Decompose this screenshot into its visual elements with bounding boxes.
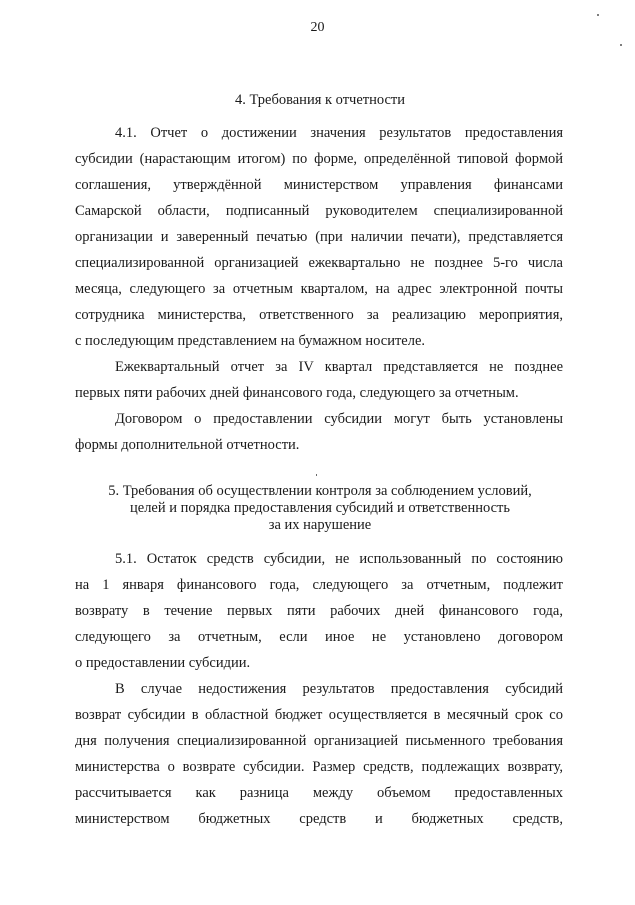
text-line: 5.1. Остаток средств субсидии, не использованный по состоянию <box>115 551 563 567</box>
paragraph-5-1 <box>75 546 563 676</box>
text-line: с последующим представлением на бумажном носителе. <box>75 333 426 349</box>
text-line: формы дополнительной отчетности. <box>75 437 300 453</box>
text-line: дня получения специализированной организацией письменного требования <box>75 733 563 749</box>
text-line: месяца, следующего за отчетным кварталом, на адрес электронной почты <box>75 281 563 297</box>
text-line: В случае недостижения результатов предоставления субсидий <box>115 681 563 697</box>
section-5-heading <box>60 483 580 534</box>
paragraph-4-1 <box>75 120 563 354</box>
text-line: возврату в течение первых пяти рабочих дней финансового года, <box>75 603 563 619</box>
heading-line: за их нарушение <box>268 517 372 533</box>
text-line: соглашения, утверждённой министерством управления финансами <box>75 177 563 193</box>
text-line: специализированной организацией ежеквартально не позднее 5-го числа <box>75 255 563 271</box>
text-line: министерством бюджетных средств и бюджетных средств, <box>75 811 563 827</box>
text-line: 4.1. Отчет о достижении значения результатов предоставления <box>115 125 563 141</box>
text-line: первых пяти рабочих дней финансового года, следующего за отчетным. <box>75 385 519 401</box>
text-line: Договором о предоставлении субсидии могут быть установлены <box>115 411 563 427</box>
paragraph-4-quarterly <box>75 354 563 406</box>
section-4-heading: 4. Требования к отчетности <box>234 92 406 108</box>
text-line: о предоставлении субсидии. <box>75 655 251 671</box>
paragraph-5-return <box>75 676 563 832</box>
heading-line: целей и порядка предоставления субсидий и ответственность <box>130 500 510 516</box>
scan-speck <box>597 14 599 16</box>
text-line: рассчитывается как разница между объемом предоставленных <box>75 785 563 801</box>
scan-speck <box>620 44 622 46</box>
text-line: следующего за отчетным, если иное не установлено договором <box>75 629 563 645</box>
page-number: 20 <box>310 20 325 35</box>
text-line: возврат субсидии в областной бюджет осуществляется в месячный срок со <box>75 707 563 723</box>
text-line: министерства о возврате субсидии. Размер средств, подлежащих возврату, <box>75 759 563 775</box>
text-line: субсидии (нарастающим итогом) по форме, определённой типовой формой <box>75 151 563 167</box>
paragraph-4-additional <box>75 406 563 458</box>
text-line: сотрудника министерства, ответственного за реализацию мероприятия, <box>75 307 563 323</box>
text-line: Ежеквартальный отчет за IV квартал представляется не позднее <box>115 359 563 375</box>
text-line: на 1 января финансового года, следующего за отчетным, подлежит <box>75 577 563 593</box>
text-line: организации и заверенный печатью (при наличии печати), представляется <box>75 229 563 245</box>
heading-line: 5. Требования об осуществлении контроля за соблюдением условий, <box>108 483 532 499</box>
scan-speck <box>316 474 317 476</box>
text-line: Самарской области, подписанный руководителем специализированной <box>75 203 563 219</box>
